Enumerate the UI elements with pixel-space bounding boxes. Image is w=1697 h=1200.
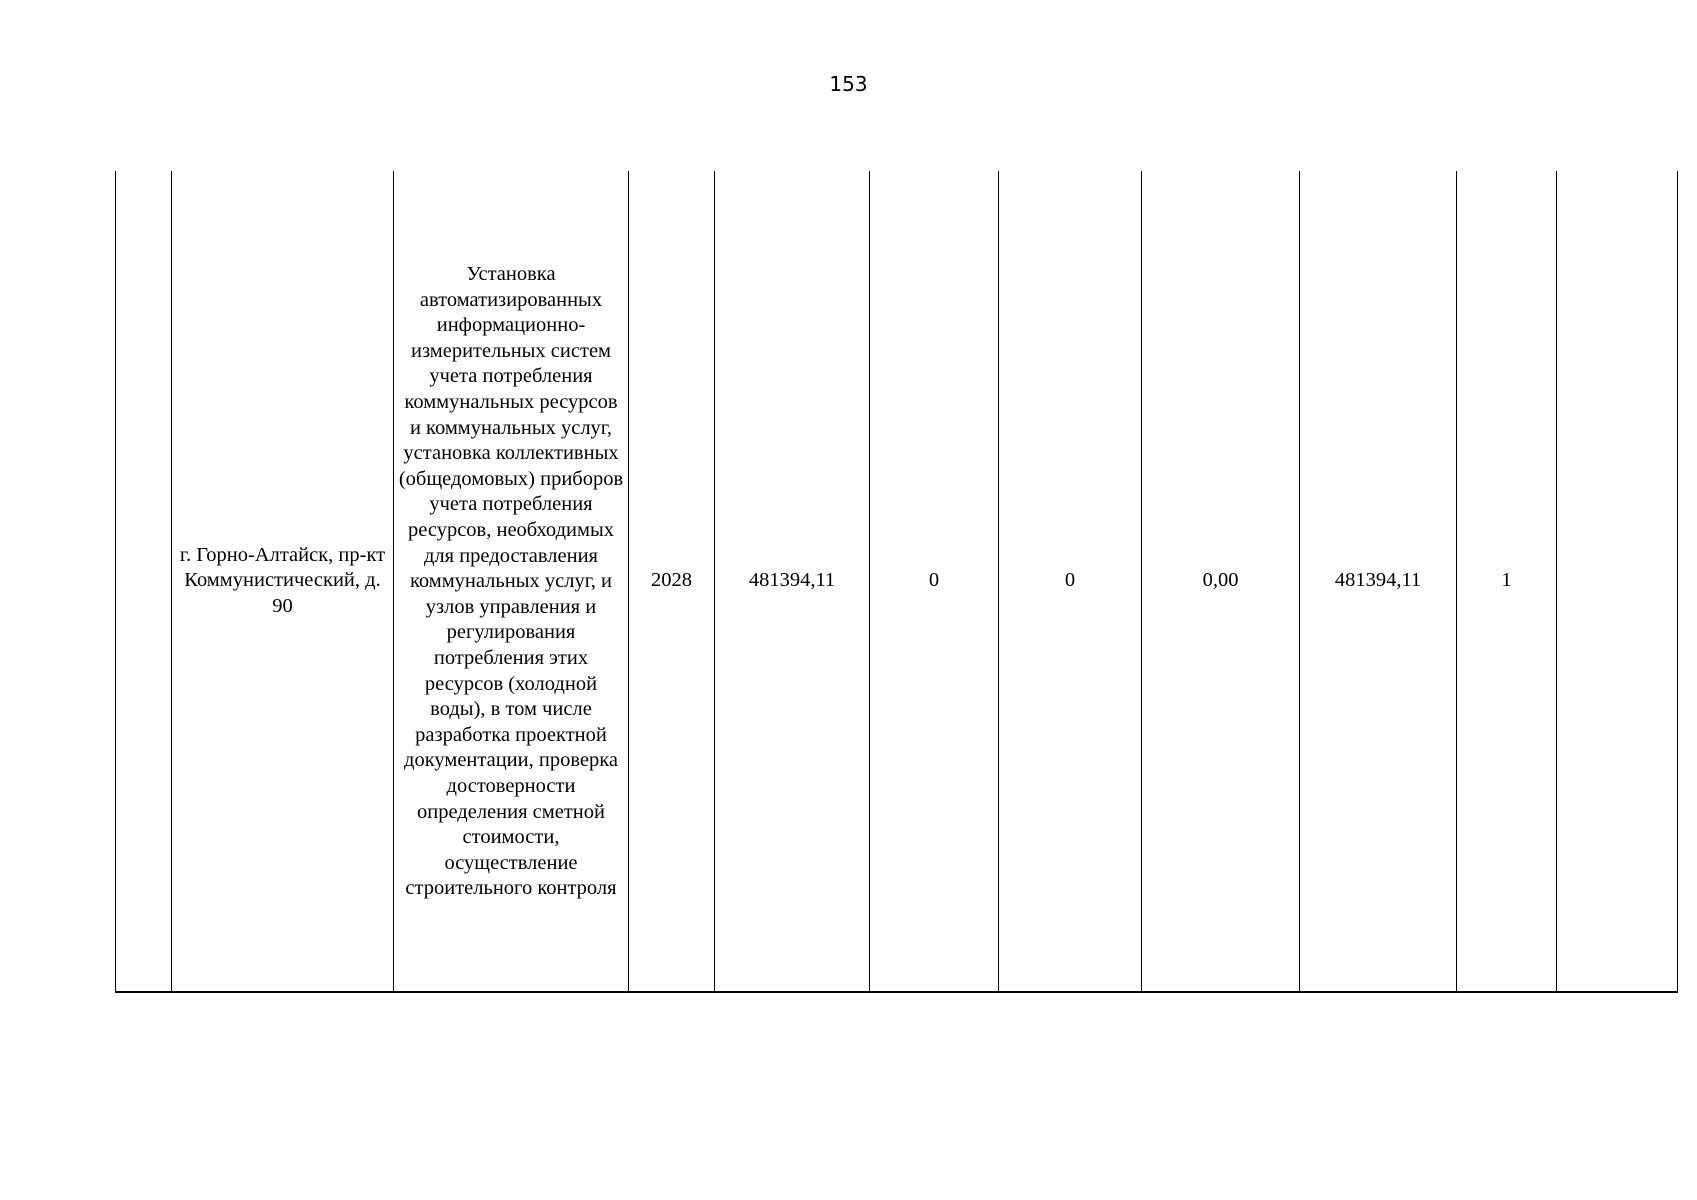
table-row xyxy=(116,171,1678,992)
cell-index xyxy=(116,171,172,992)
cell-total-cost: 481394,11 xyxy=(715,171,870,992)
cell-value-6 xyxy=(1557,171,1678,992)
cell-value-1: 0 xyxy=(870,171,999,992)
cell-year: 2028 xyxy=(629,171,715,992)
cell-value-3: 0,00 xyxy=(1142,171,1300,992)
page-number: 153 xyxy=(829,72,868,96)
data-table-container xyxy=(115,171,1678,993)
data-table xyxy=(115,171,1678,993)
cell-address: г. Горно-Алтайск, пр-кт Коммунистический, д. 90 xyxy=(172,171,394,992)
cell-value-2: 0 xyxy=(999,171,1142,992)
cell-value-4: 481394,11 xyxy=(1300,171,1457,992)
cell-value-5: 1 xyxy=(1457,171,1557,992)
cell-description: Установка автоматизированных информационно-измерительных систем учета потребления коммунальных ресурсов и коммунальных услуг, установка коллективных (общедомовых) приборов учета потребления ресурсов, необходимых для предоставления коммунальных услуг, и узлов управления и регулирования потребления этих ресурсов (холодной воды), в том числе разработка проектной документации, проверка достоверности определения сметной стоимости, осуществление строительного контроля xyxy=(394,171,629,992)
